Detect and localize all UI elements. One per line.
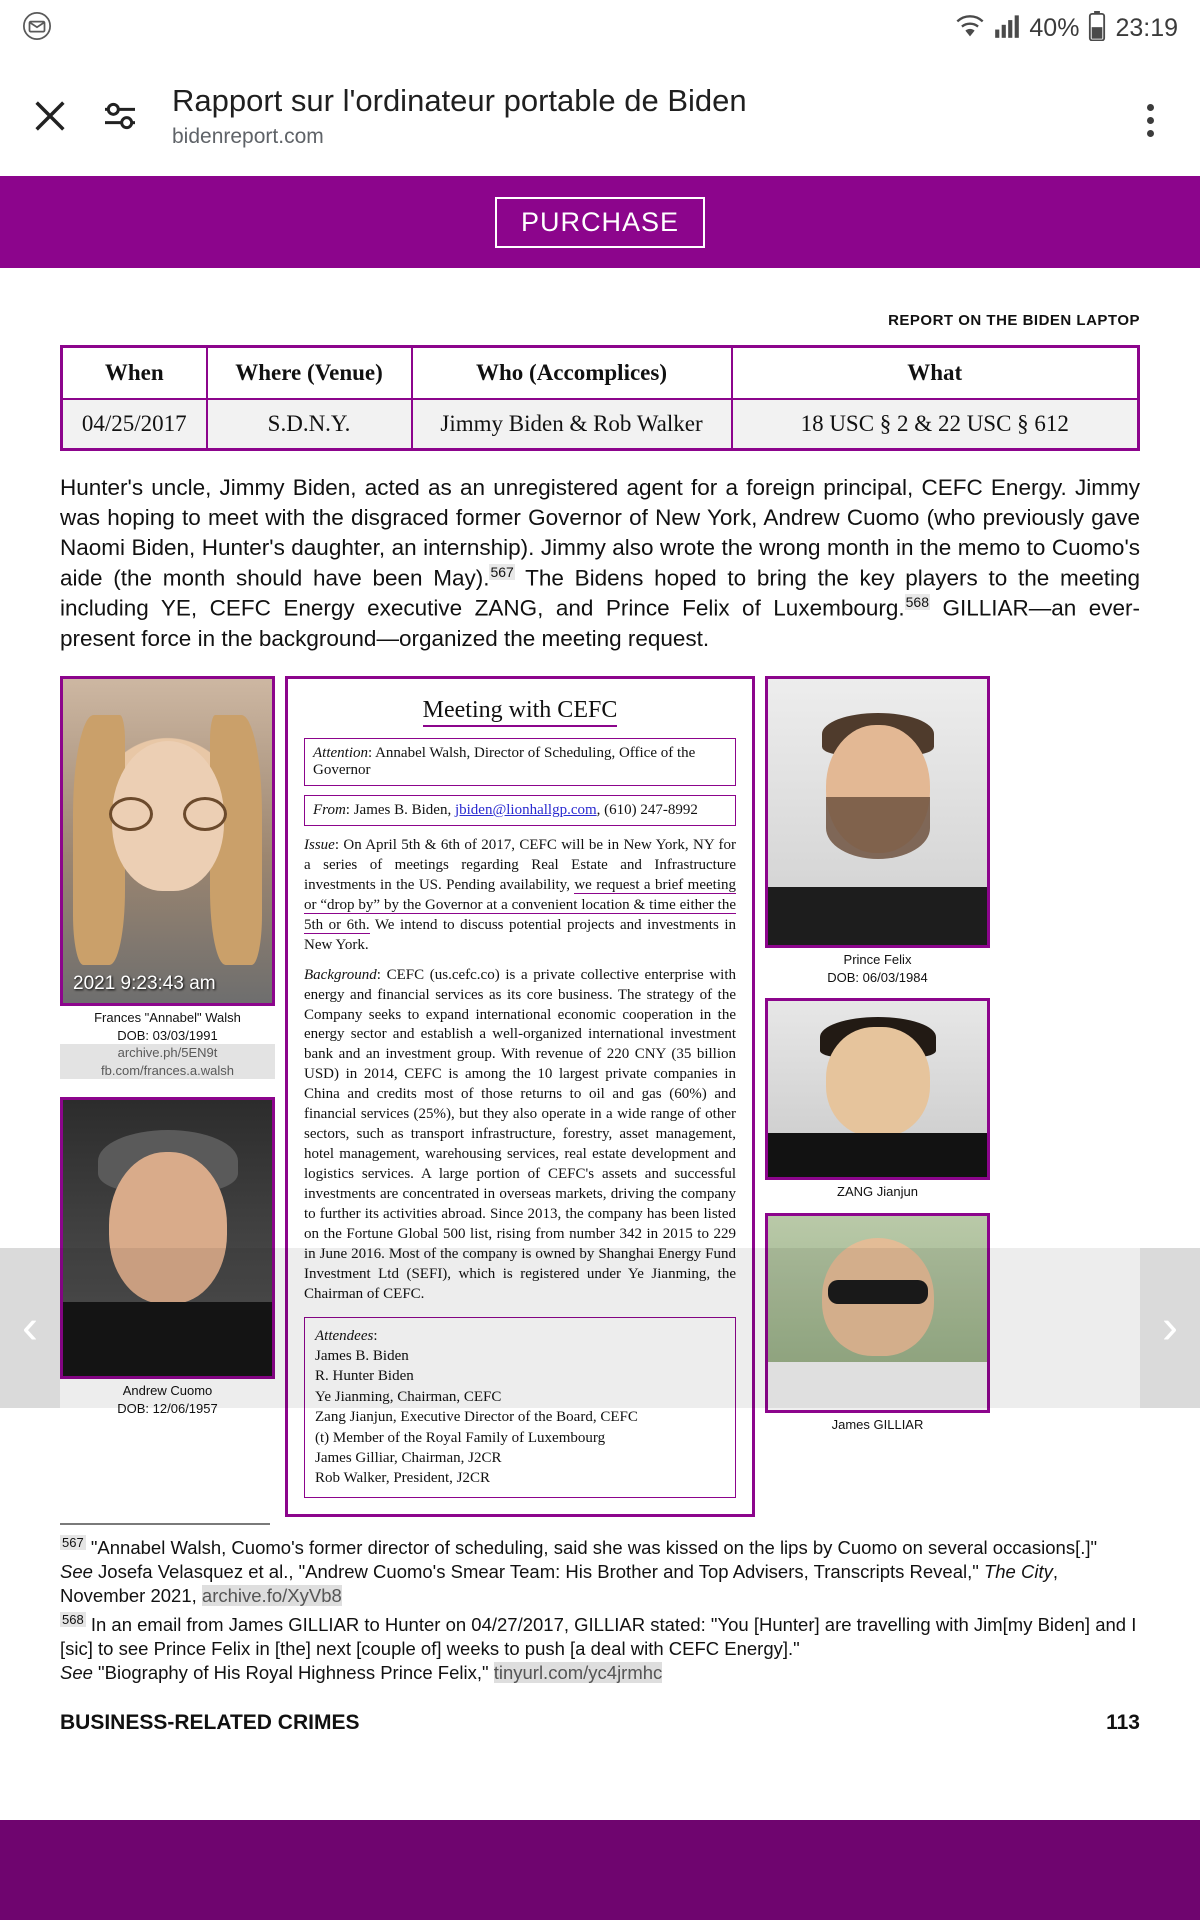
cell-when: 04/25/2017 xyxy=(62,399,207,450)
body-text-1: Hunter's uncle, Jimmy Biden, acted as an unregistered agent for a foreign principal, CEFC Energy. Jimmy was hoping to meet with the disgraced former Governor of New York, Andrew Cuomo (who previously gave Naomi Biden, Hunter's daughter, an internship). Jimmy also wrote the wrong month in the memo to Cuomo's aide (the month should have been May). xyxy=(60,475,1140,591)
chevron-right-icon: › xyxy=(1162,1301,1178,1354)
photo-annabel-walsh xyxy=(60,676,275,1006)
memo-issue-paragraph xyxy=(304,836,736,956)
footnote-see: See xyxy=(60,1560,93,1582)
memo-from-line xyxy=(304,795,736,826)
footnote-text: "Annabel Walsh, Cuomo's former director of scheduling, said she was kissed on the lips by Cuomo on several occasions[.]" xyxy=(90,1536,1098,1558)
caption-link-facebook[interactable]: fb.com/frances.a.walsh xyxy=(60,1062,275,1080)
memo-from-email[interactable]: jbiden@lionhallgp.com xyxy=(454,802,597,819)
memo-background-paragraph xyxy=(304,966,736,1305)
left-photo-column xyxy=(60,676,275,1417)
photo-detail xyxy=(826,1027,930,1137)
th-what: What xyxy=(732,347,1139,400)
photo-prince-felix xyxy=(765,676,990,948)
caption-link-archive[interactable]: archive.ph/5EN9t xyxy=(60,1044,275,1062)
table-row xyxy=(62,399,1139,450)
photo-detail xyxy=(768,1133,987,1177)
memo-attention-value: : Annabel Walsh, Director of Scheduling, Office of the Governor xyxy=(313,745,696,779)
photo-andrew-cuomo xyxy=(60,1097,275,1379)
fact-table xyxy=(60,345,1140,451)
table-header-row xyxy=(62,347,1139,400)
footnote-link[interactable]: tinyurl.com/yc4jrmhc xyxy=(493,1662,663,1684)
memo-issue-a: : On April 5th & 6th of 2017, CEFC will be in New York, NY for a series of meetings regarding Real Estate and Infrastructure investments in the US. Pending availability, xyxy=(304,837,736,893)
envelope-icon xyxy=(22,11,52,46)
list-item: Rob Walker, President, J2CR xyxy=(315,1470,490,1487)
memo-column xyxy=(285,676,755,1517)
photo-detail xyxy=(768,1362,987,1410)
footnote-ref-568[interactable]: 568 xyxy=(905,594,929,611)
caption-zang-jianjun xyxy=(765,1183,990,1201)
photo-detail xyxy=(109,1152,227,1304)
body-text-2: The Bidens hoped to bring the key players to the meeting including YE, CEFC Energy executive ZANG, and Prince Felix of Luxembourg. xyxy=(60,565,1141,621)
page-url: bidenreport.com xyxy=(172,124,324,148)
memo-attention-label: Attention xyxy=(313,745,368,762)
th-where: Where (Venue) xyxy=(207,347,412,400)
attendees-label: Attendees: xyxy=(315,1327,378,1344)
th-who: Who (Accomplices) xyxy=(412,347,732,400)
footnote-link[interactable]: archive.fo/XyVb8 xyxy=(201,1584,342,1606)
carousel-next-button[interactable] xyxy=(1140,1248,1200,1408)
memo-from-post: , (610) 247-8992 xyxy=(596,802,698,819)
menu-dot xyxy=(1147,104,1154,111)
photo-detail xyxy=(63,1302,272,1376)
photo-james-gilliar xyxy=(765,1213,990,1413)
page-title-block[interactable] xyxy=(172,82,1122,149)
footnote-text: In an email from James GILLIAR to Hunter on 04/27/2017, GILLIAR stated: "You [Hunter] are travelling with Jim[my Biden] and I [sic] to see Prince Felix in [the] next [couple of] weeks to push [a deal with CEFC Energy]." xyxy=(60,1614,1137,1660)
purchase-button[interactable]: PURCHASE xyxy=(495,197,705,248)
caption-annabel-walsh xyxy=(60,1009,275,1079)
memo-title-text: Meeting with CEFC xyxy=(423,697,618,727)
page-number: 113 xyxy=(1106,1711,1140,1735)
running-head: REPORT ON THE BIDEN LAPTOP xyxy=(888,312,1140,329)
caption-dob: DOB: 03/03/1991 xyxy=(117,1027,218,1043)
tune-icon[interactable] xyxy=(90,88,150,144)
caption-name: Andrew Cuomo xyxy=(122,1383,213,1399)
photo-detail xyxy=(768,887,987,945)
list-item: (t) Member of the Royal Family of Luxembourg xyxy=(315,1429,606,1446)
footnote-cite-italic: The City xyxy=(983,1560,1053,1582)
battery-percent: 40% xyxy=(1029,13,1080,42)
browser-toolbar xyxy=(0,56,1200,176)
photo-zang-jianjun xyxy=(765,998,990,1180)
footnote-568 xyxy=(60,1612,1140,1685)
footnote-see: See xyxy=(60,1662,93,1684)
footnote-cite: Josefa Velasquez et al., "Andrew Cuomo's Smear Team: His Brother and Top Advisers, Transcripts Reveal," xyxy=(92,1560,984,1582)
body-paragraph xyxy=(60,473,1140,654)
cell-what: 18 USC § 2 & 22 USC § 612 xyxy=(732,399,1139,450)
th-when: When xyxy=(62,347,207,400)
document-page xyxy=(0,268,1200,1761)
footnotes-block xyxy=(60,1535,1140,1686)
menu-dot xyxy=(1147,130,1154,137)
caption-dob: DOB: 12/06/1957 xyxy=(117,1400,218,1416)
caption-name: ZANG Jianjun xyxy=(837,1184,918,1200)
memo-issue-label: Issue xyxy=(304,837,335,854)
cell-where: S.D.N.Y. xyxy=(207,399,412,450)
footnote-cite: "Biography of His Royal Highness Prince Felix," xyxy=(92,1662,494,1684)
figure-row xyxy=(60,676,1140,1517)
list-item: James Gilliar, Chairman, J2CR xyxy=(315,1449,502,1466)
caption-name: Frances "Annabel" Walsh xyxy=(94,1010,241,1026)
memo-title xyxy=(304,697,736,724)
memo-issue-b: We intend to discuss potential projects and investments in New York. xyxy=(304,916,736,953)
photo-detail xyxy=(826,797,930,859)
caption-james-gilliar xyxy=(765,1416,990,1434)
clock: 23:19 xyxy=(1115,13,1178,42)
caption-andrew-cuomo xyxy=(60,1382,275,1417)
list-item: Ye Jianming, Chairman, CEFC xyxy=(315,1388,502,1405)
footnote-567 xyxy=(60,1535,1140,1608)
purchase-banner xyxy=(0,176,1200,268)
footnote-number: 568 xyxy=(62,1612,84,1628)
wifi-icon xyxy=(955,13,985,44)
bottom-purple-strip xyxy=(0,1820,1200,1920)
page-footer xyxy=(60,1711,1140,1761)
memo-from-label: From xyxy=(313,802,346,819)
memo-attendees-box xyxy=(304,1317,736,1498)
cell-who: Jimmy Biden & Rob Walker xyxy=(412,399,732,450)
memo-document xyxy=(285,676,755,1517)
menu-dot xyxy=(1147,117,1154,124)
footnote-ref-567[interactable]: 567 xyxy=(490,563,514,580)
carousel-prev-button[interactable] xyxy=(0,1248,60,1408)
chevron-left-icon: ‹ xyxy=(22,1301,38,1354)
signal-icon xyxy=(994,13,1020,44)
list-item: James B. Biden xyxy=(315,1347,409,1364)
caption-dob: DOB: 06/03/1984 xyxy=(827,969,928,985)
caption-name: Prince Felix xyxy=(843,952,912,968)
memo-attention-line xyxy=(304,738,736,786)
list-item: Zang Jianjun, Executive Director of the Board, CEFC xyxy=(315,1409,638,1426)
status-right xyxy=(955,11,1178,46)
footnote-cite-suffix: , November 2021, xyxy=(60,1560,1058,1606)
document-viewer[interactable] xyxy=(0,268,1200,1761)
caption-prince-felix xyxy=(765,951,990,986)
overflow-menu-icon[interactable] xyxy=(1122,92,1178,148)
footnote-number: 567 xyxy=(62,1534,84,1550)
footer-section: BUSINESS-RELATED CRIMES xyxy=(60,1711,360,1735)
photo-detail xyxy=(109,797,227,831)
memo-background-label: Background xyxy=(304,966,377,983)
body-text-3: GILLIAR—an ever-present force in the background—organized the meeting request. xyxy=(60,595,1140,651)
status-bar xyxy=(0,0,1200,56)
close-icon[interactable] xyxy=(22,88,78,144)
battery-icon xyxy=(1088,11,1106,46)
list-item: R. Hunter Biden xyxy=(315,1368,414,1385)
memo-issue-highlight: we request a brief meeting or “drop by” by the Governor at a convenient location & time either the 5th or 6th. xyxy=(304,876,736,933)
status-left xyxy=(22,11,52,46)
sunglasses-detail xyxy=(828,1280,928,1304)
photo-timestamp: 2021 9:23:43 am xyxy=(73,973,216,995)
page-title: Rapport sur l'ordinateur portable de Biden xyxy=(172,83,747,118)
memo-background-text: : CEFC (us.cefc.co) is a private collective enterprise with energy and financial services as its core business. The strategy of the Company seeks to expand international economic cooperation in the energy sector and establish a well-organized international investment bank and an investment group. With revenue of 220 CNY (35 billion USD) in 2014, CEFC is among the 10 largest private companies in China and credits most of those returns to oil and gas (60%) and financial services (25%), but they also operate in a wide range of other sectors, such as transport infrastructure, forestry, asset management, hotel management, warehousing services, real estate development and logistics services. A large portion of CEFC's assets and successful investments are concentrated in overseas markets, driving the company to further its activities abroad. Since 2013, the company has been listed on the Fortune Global 500 list, rising from number 342 in 2015 to 229 in June 2016. Most of the company is owned by Shanghai Energy Fund Investment Ltd (SEFI), which is registered under Ye Jianming, the Chairman of CEFC. xyxy=(304,966,736,1302)
caption-name: James GILLIAR xyxy=(831,1416,924,1432)
right-photo-column xyxy=(765,676,990,1433)
memo-from-pre: : James B. Biden, xyxy=(345,802,455,819)
footnote-rule xyxy=(60,1523,270,1525)
attendees-label-text: Attendees xyxy=(315,1327,374,1344)
